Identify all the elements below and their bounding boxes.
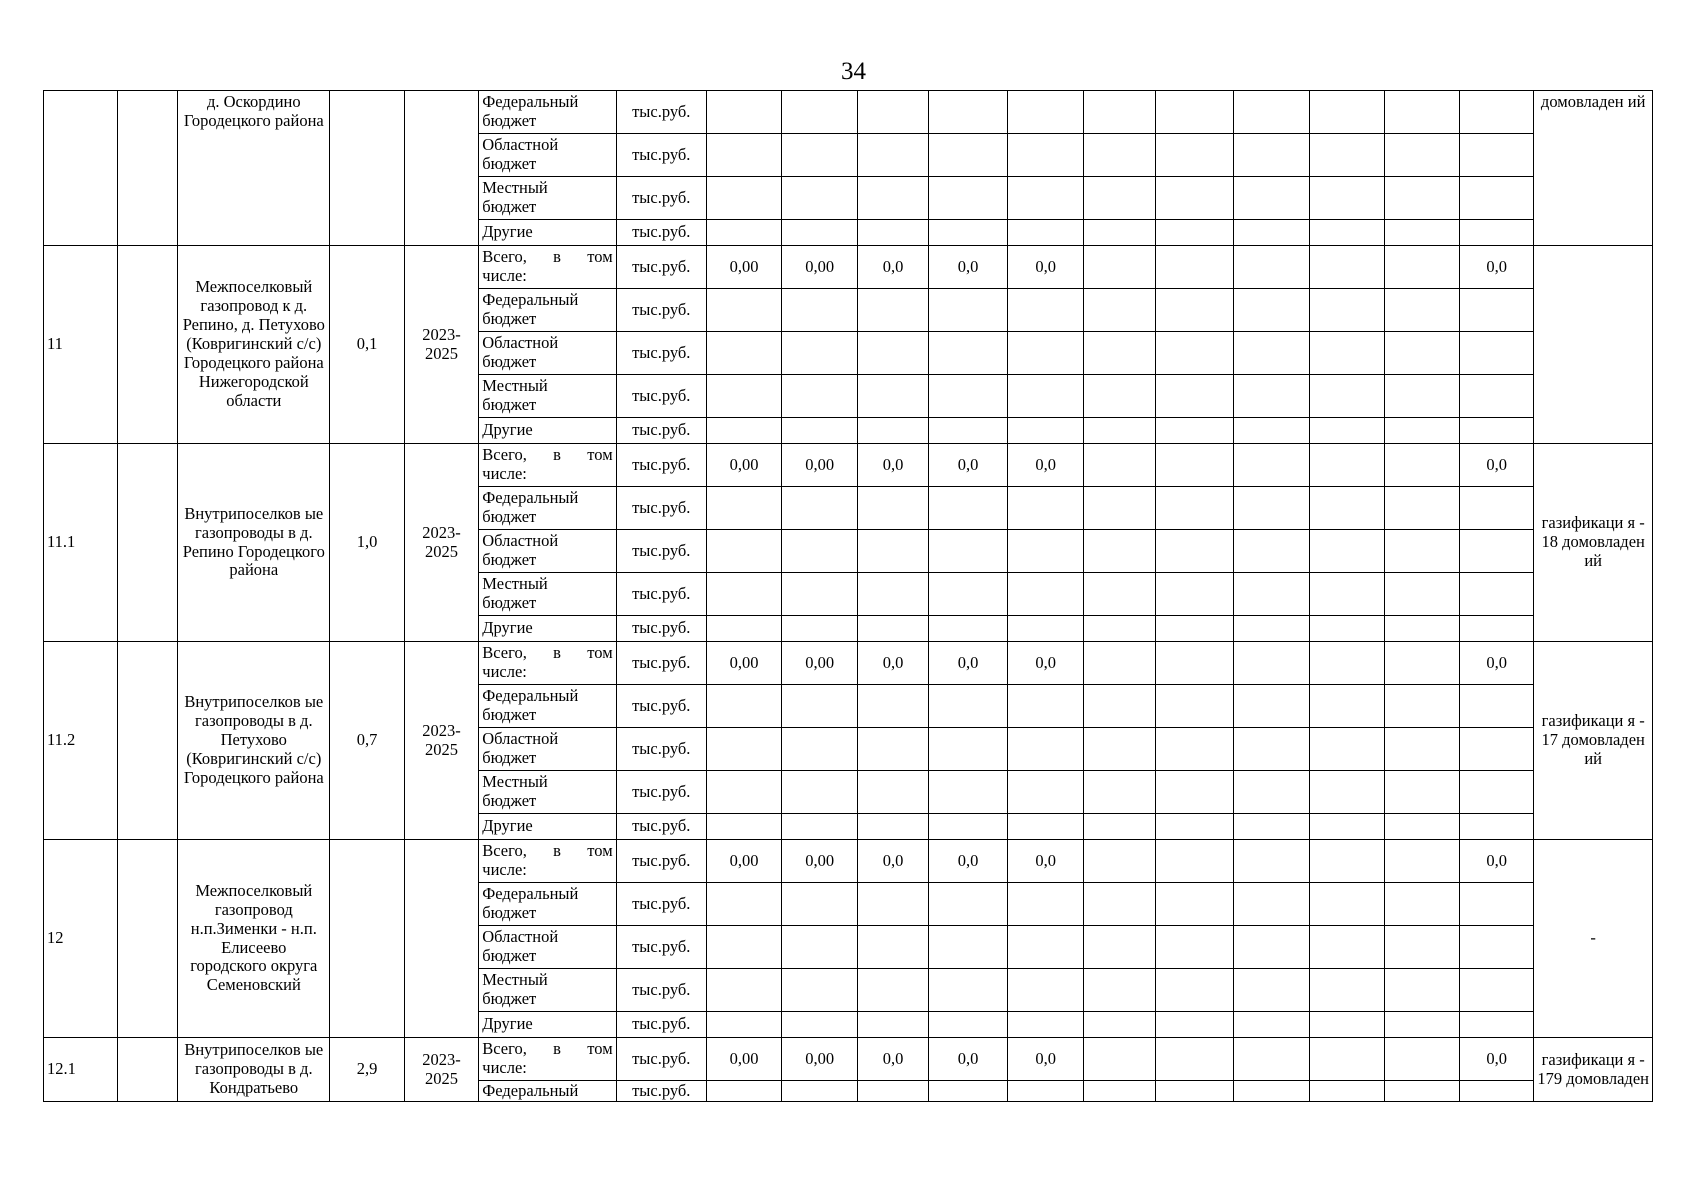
- value-cell: 0,00: [782, 246, 858, 289]
- row-number: [44, 91, 118, 246]
- unit-cell: тыс.руб.: [616, 375, 706, 418]
- period-cell: [404, 840, 478, 1038]
- unit-cell: тыс.руб.: [616, 642, 706, 685]
- unit-cell: тыс.руб.: [616, 177, 706, 220]
- value-cell: 0,00: [782, 444, 858, 487]
- unit-cell: тыс.руб.: [616, 814, 706, 840]
- source-regional: Областной бюджет: [479, 134, 616, 177]
- object-name: Внутрипоселков ые газопроводы в д. Петухово (Ковригинский с/с) Городецкого района: [178, 642, 330, 840]
- period-cell: 2023-2025: [404, 246, 478, 444]
- empty-cell: [118, 246, 178, 444]
- unit-cell: тыс.руб.: [616, 418, 706, 444]
- source-total: Всего, в том числе:: [479, 840, 616, 883]
- total-cell: 0,0: [1459, 642, 1533, 685]
- value-cell: 0,0: [857, 1038, 928, 1081]
- source-local: Местный бюджет: [479, 771, 616, 814]
- source-other: Другие: [479, 220, 616, 246]
- value-cell: 0,0: [1007, 840, 1084, 883]
- total-cell: 0,0: [1459, 444, 1533, 487]
- source-local: Местный бюджет: [479, 969, 616, 1012]
- empty-cell: [118, 840, 178, 1038]
- value-cell: 0,0: [929, 1038, 1008, 1081]
- value-cell: 0,0: [1007, 1038, 1084, 1081]
- length-cell: 2,9: [330, 1038, 404, 1102]
- unit-cell: тыс.руб.: [616, 1081, 706, 1102]
- object-name: Межпоселковый газопровод н.п.Зименки - н.п. Елисеево городского округа Семеновский: [178, 840, 330, 1038]
- value-cell: 0,0: [929, 840, 1008, 883]
- unit-cell: тыс.руб.: [616, 91, 706, 134]
- note-cell: газификаци я - 17 домовладен ий: [1534, 642, 1653, 840]
- note-cell: домовладен ий: [1534, 91, 1653, 246]
- total-cell: 0,0: [1459, 246, 1533, 289]
- unit-cell: тыс.руб.: [616, 246, 706, 289]
- unit-cell: тыс.руб.: [616, 840, 706, 883]
- length-cell: 0,7: [330, 642, 404, 840]
- note-cell: газификаци я - 18 домовладен ий: [1534, 444, 1653, 642]
- row-number: 11: [44, 246, 118, 444]
- value-cell: 0,00: [782, 642, 858, 685]
- source-federal: Федеральный: [479, 1081, 616, 1102]
- value-cell: 0,0: [857, 840, 928, 883]
- object-name: Внутрипоселков ые газопроводы в д. Кондратьево: [178, 1038, 330, 1102]
- total-cell: 0,0: [1459, 840, 1533, 883]
- unit-cell: тыс.руб.: [616, 289, 706, 332]
- source-regional: Областной бюджет: [479, 530, 616, 573]
- value-cell: 0,0: [1007, 444, 1084, 487]
- source-other: Другие: [479, 616, 616, 642]
- value-cell: 0,00: [706, 1038, 782, 1081]
- unit-cell: тыс.руб.: [616, 883, 706, 926]
- note-cell: газификаци я - 179 домовладен: [1534, 1038, 1653, 1102]
- source-federal: Федеральный бюджет: [479, 487, 616, 530]
- source-other: Другие: [479, 814, 616, 840]
- table-row: [44, 1038, 1653, 1081]
- value-cell: 0,0: [929, 444, 1008, 487]
- period-cell: [404, 91, 478, 246]
- unit-cell: тыс.руб.: [616, 1038, 706, 1081]
- unit-cell: тыс.руб.: [616, 1012, 706, 1038]
- value-cell: 0,00: [706, 840, 782, 883]
- length-cell: [330, 91, 404, 246]
- unit-cell: тыс.руб.: [616, 616, 706, 642]
- unit-cell: тыс.руб.: [616, 134, 706, 177]
- source-total: Всего, в том числе:: [479, 642, 616, 685]
- page-number: 34: [841, 58, 866, 85]
- unit-cell: тыс.руб.: [616, 969, 706, 1012]
- period-cell: 2023-2025: [404, 1038, 478, 1102]
- value-cell: 0,00: [706, 246, 782, 289]
- unit-cell: тыс.руб.: [616, 685, 706, 728]
- unit-cell: тыс.руб.: [616, 332, 706, 375]
- period-cell: 2023-2025: [404, 444, 478, 642]
- value-cell: 0,0: [929, 642, 1008, 685]
- length-cell: 1,0: [330, 444, 404, 642]
- source-federal: Федеральный бюджет: [479, 685, 616, 728]
- row-number: 11.2: [44, 642, 118, 840]
- source-other: Другие: [479, 418, 616, 444]
- source-local: Местный бюджет: [479, 573, 616, 616]
- source-regional: Областной бюджет: [479, 728, 616, 771]
- object-name: Межпоселковый газопровод к д. Репино, д. Петухово (Ковригинский с/с) Городецкого района Нижегородской области: [178, 246, 330, 444]
- source-local: Местный бюджет: [479, 177, 616, 220]
- row-number: 11.1: [44, 444, 118, 642]
- value-cell: 0,0: [1007, 246, 1084, 289]
- unit-cell: тыс.руб.: [616, 444, 706, 487]
- empty-cell: [118, 91, 178, 246]
- table-row: [44, 246, 1653, 289]
- note-cell: -: [1534, 840, 1653, 1038]
- value-cell: 0,0: [857, 246, 928, 289]
- value-cell: 0,0: [929, 246, 1008, 289]
- value-cell: 0,00: [782, 1038, 858, 1081]
- value-cell: 0,00: [782, 840, 858, 883]
- length-cell: [330, 840, 404, 1038]
- financing-table: [43, 90, 1653, 1102]
- empty-cell: [118, 642, 178, 840]
- source-total: Всего, в том числе:: [479, 246, 616, 289]
- empty-cell: [118, 444, 178, 642]
- unit-cell: тыс.руб.: [616, 487, 706, 530]
- table-row: [44, 444, 1653, 487]
- source-other: Другие: [479, 1012, 616, 1038]
- unit-cell: тыс.руб.: [616, 771, 706, 814]
- source-total: Всего, в том числе:: [479, 444, 616, 487]
- unit-cell: тыс.руб.: [616, 530, 706, 573]
- unit-cell: тыс.руб.: [616, 573, 706, 616]
- table-row: [44, 840, 1653, 883]
- source-federal: Федеральный бюджет: [479, 289, 616, 332]
- table-row: [44, 642, 1653, 685]
- value-cell: 0,0: [857, 642, 928, 685]
- object-name: Внутрипоселков ые газопроводы в д. Репино Городецкого района: [178, 444, 330, 642]
- value-cell: 0,00: [706, 642, 782, 685]
- total-cell: 0,0: [1459, 1038, 1533, 1081]
- unit-cell: тыс.руб.: [616, 220, 706, 246]
- row-number: 12: [44, 840, 118, 1038]
- period-cell: 2023-2025: [404, 642, 478, 840]
- length-cell: 0,1: [330, 246, 404, 444]
- table-row: [44, 91, 1653, 134]
- empty-cell: [118, 1038, 178, 1102]
- source-total: Всего, в том числе:: [479, 1038, 616, 1081]
- source-regional: Областной бюджет: [479, 926, 616, 969]
- value-cell: 0,0: [857, 444, 928, 487]
- note-cell: [1534, 246, 1653, 444]
- unit-cell: тыс.руб.: [616, 926, 706, 969]
- source-federal: Федеральный бюджет: [479, 883, 616, 926]
- unit-cell: тыс.руб.: [616, 728, 706, 771]
- value-cell: 0,00: [706, 444, 782, 487]
- value-cell: 0,0: [1007, 642, 1084, 685]
- row-number: 12.1: [44, 1038, 118, 1102]
- source-federal: Федеральный бюджет: [479, 91, 616, 134]
- object-name: д. Оскордино Городецкого района: [178, 91, 330, 246]
- source-local: Местный бюджет: [479, 375, 616, 418]
- source-regional: Областной бюджет: [479, 332, 616, 375]
